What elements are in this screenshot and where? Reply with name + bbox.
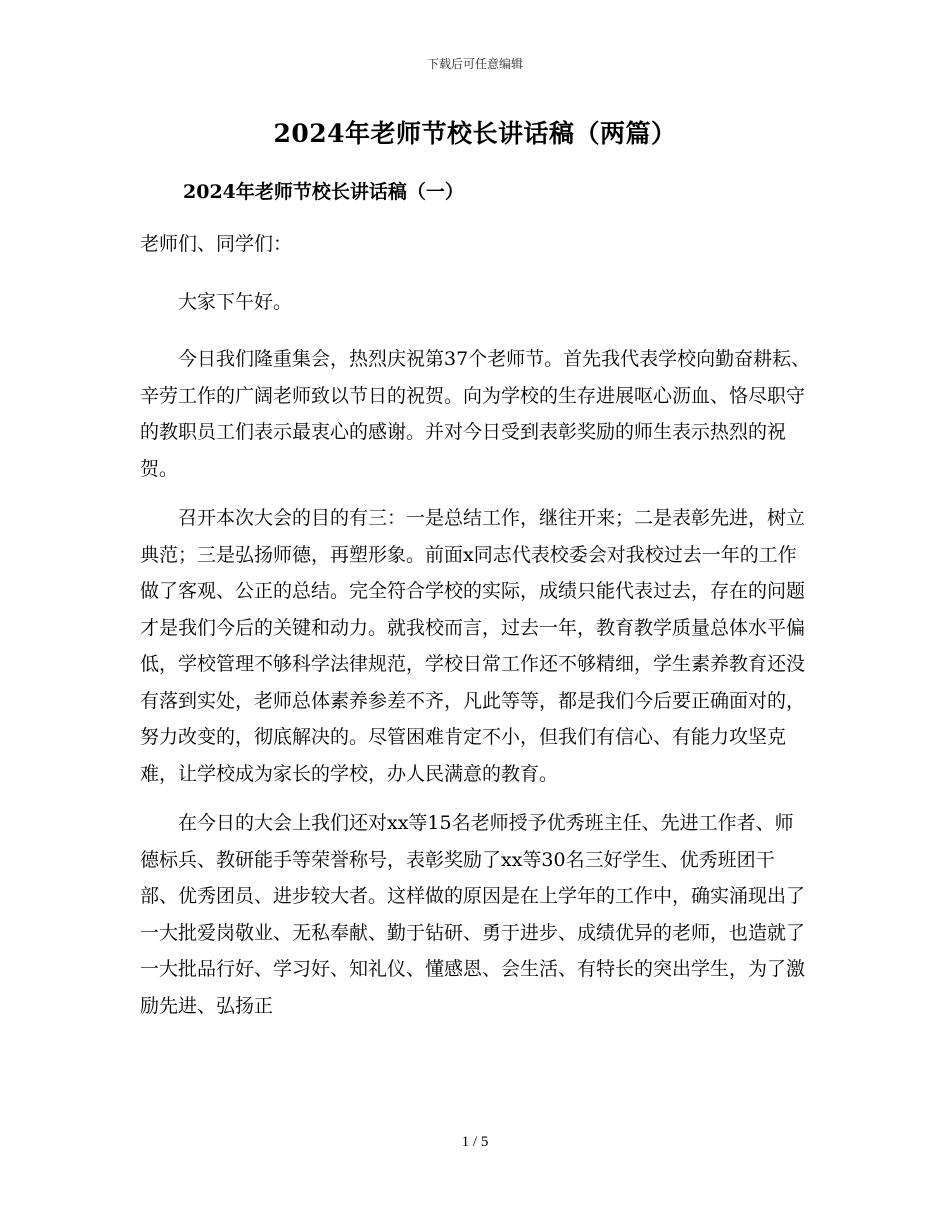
header-note: 下载后可任意编辑: [426, 57, 523, 71]
document-body: [140, 226, 812, 1037]
paragraph: 召开本次大会的目的有三：一是总结工作，继往开来；二是表彰先进，树立典范；三是弘扬师德，再塑形象。前面x同志代表校委会对我校过去一年的工作做了客观、公正的总结。完全符合学校的实际，成绩只能代表过去，存在的问题才是我们今后的关键和动力。就我校而言，过去一年，教育教学质量总体水平偏低，学校管理不够科学法律规范，学校日常工作还不够精细，学生素养教育还没有落到实处，老师总体素养参差不齐，凡此等等，都是我们今后要正确面对的，努力改变的，彻底解决的。尽管困难肯定不小，但我们有信心、有能力攻坚克难，让学校成为家长的学校，办人民满意的教育。: [140, 507, 806, 785]
greeting: 大家下午好。: [178, 290, 293, 313]
section-subtitle: 2024年老师节校长讲话稿（一）: [183, 181, 464, 203]
paragraph: 在今日的大会上我们还对xx等15名老师授予优秀班主任、先进工作者、师德标兵、教研能手等荣誉称号，表彰奖励了xx等30名三好学生、优秀班团干部、优秀团员、进步较大者。这样做的原因是在上学年的工作中，确实涌现出了一大批爱岗敬业、无私奉献、勤于钻研、勇于进步、成绩优异的老师，也造就了一大批品行好、学习好、知礼仪、懂感恩、会生活、有特长的突出学生，为了激励先进、弘扬正: [140, 812, 806, 1017]
page-number: 1 / 5: [461, 1134, 489, 1150]
paragraph: 今日我们隆重集会，热烈庆祝第37个老师节。首先我代表学校向勤奋耕耘、辛劳工作的广阔老师致以节日的祝贺。向为学校的生存进展呕心沥血、恪尽职守的教职员工们表示最衷心的感谢。并对今日受到表彰奖励的师生表示热烈的祝贺。: [140, 348, 811, 480]
salutation: 老师们、同学们：: [140, 233, 293, 255]
document-title: 2024年老师节校长讲话稿（两篇）: [273, 119, 677, 148]
